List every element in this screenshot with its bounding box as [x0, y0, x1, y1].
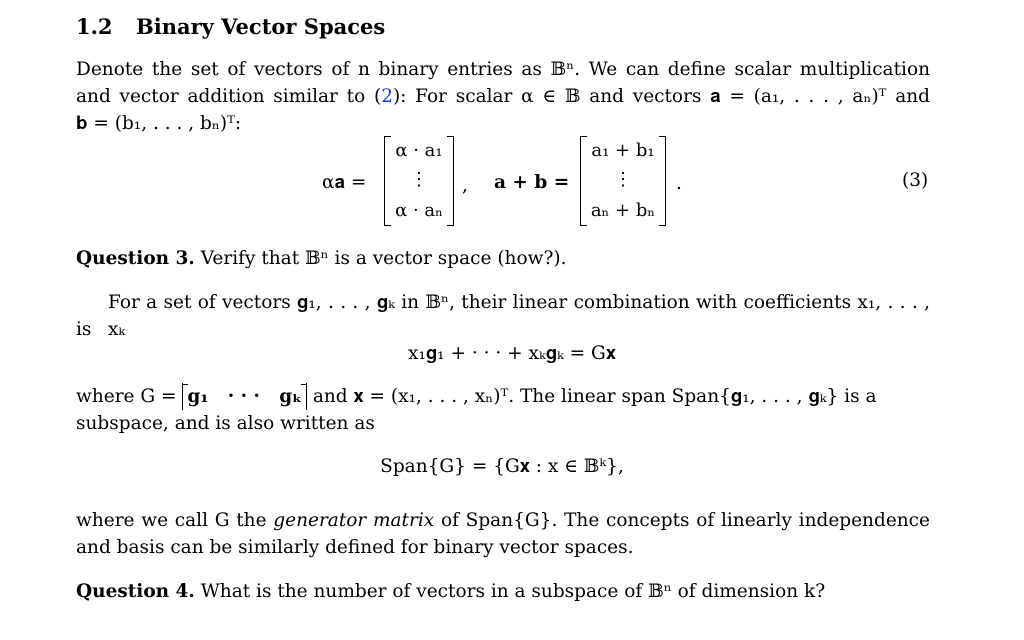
generator-line-2: and basis can be similarly defined for binary vector spaces. [76, 537, 634, 558]
lincomb-line-1: For a set of vectors 𝐠₁, . . . , 𝐠ₖ in 𝔹ⁿ, their linear combination with coefficients x₁, . . . , xₖ [108, 292, 930, 340]
generator-text-a: where we call G the [76, 510, 267, 531]
generator-text-b: of Span{G}. The concepts of linearly independence [440, 510, 930, 531]
question-4-label: Question 4. [76, 581, 195, 602]
lincomb-equation: x₁𝐠₁ + · · · + xₖ𝐠ₖ = G𝐱 [408, 343, 616, 364]
eq3-comma: , [462, 175, 468, 196]
section-title: Binary Vector Spaces [136, 14, 386, 39]
matrix-entry: ⋮ [614, 169, 632, 190]
matrix-a-plus-b [580, 136, 666, 226]
matrix-alpha-a [384, 136, 454, 226]
question-4 [76, 578, 825, 605]
intro-line-1: Denote the set of vectors of n binary entries as 𝔹ⁿ. We can define scalar multiplication [76, 59, 930, 80]
intro-line-2: and vector addition similar to (2): For scalar α ∈ 𝔹 and vectors 𝐚 = (a₁, . . . , aₙ)ᵀ and [76, 86, 930, 107]
equation-number-3: (3) [902, 170, 929, 191]
section-number: 1.2 [76, 14, 113, 39]
eq3-period: . [676, 173, 682, 194]
eq3-lhs-a-plus-b: 𝐚 + 𝐛 = [494, 172, 570, 193]
equation-reference-link[interactable]: 2 [381, 86, 393, 107]
matrix-entry: α · aₙ [395, 200, 443, 221]
span-line-1 [76, 383, 930, 410]
generator-matrix-term: generator matrix [273, 510, 435, 531]
question-3-text: Verify that 𝔹ⁿ is a vector space (how?). [200, 248, 567, 269]
lincomb-line-2: is [76, 319, 92, 340]
span-equation: Span{G} = {G𝐱 : x ∈ 𝔹ᵏ}, [380, 456, 624, 477]
question-4-text: What is the number of vectors in a subspace of 𝔹ⁿ of dimension k? [200, 581, 826, 602]
matrix-entry: aₙ + bₙ [590, 200, 656, 221]
question-3 [76, 245, 566, 272]
where-G-prefix: where G = [76, 386, 177, 407]
section-heading [76, 14, 385, 39]
generator-matrix-inline [182, 383, 307, 410]
question-3-label: Question 3. [76, 248, 195, 269]
matrix-entry: a₁ + b₁ [591, 140, 655, 161]
intro-line-3: 𝐛 = (b₁, . . . , bₙ)ᵀ: [76, 113, 242, 134]
generator-line-1 [76, 507, 930, 534]
span-line-2: subspace, and is also written as [76, 413, 375, 434]
matrix-entry: ⋮ [410, 169, 428, 190]
span-line-1-suffix: and 𝐱 = (x₁, . . . , xₙ)ᵀ. The linear span Span{𝐠₁, . . . , 𝐠ₖ} is a [312, 386, 877, 407]
generator-matrix-entries: 𝐠₁ · · · 𝐠ₖ [187, 386, 302, 407]
eq3-lhs-alpha-a: α𝐚 = [322, 172, 367, 193]
matrix-entry: α · a₁ [395, 140, 443, 161]
